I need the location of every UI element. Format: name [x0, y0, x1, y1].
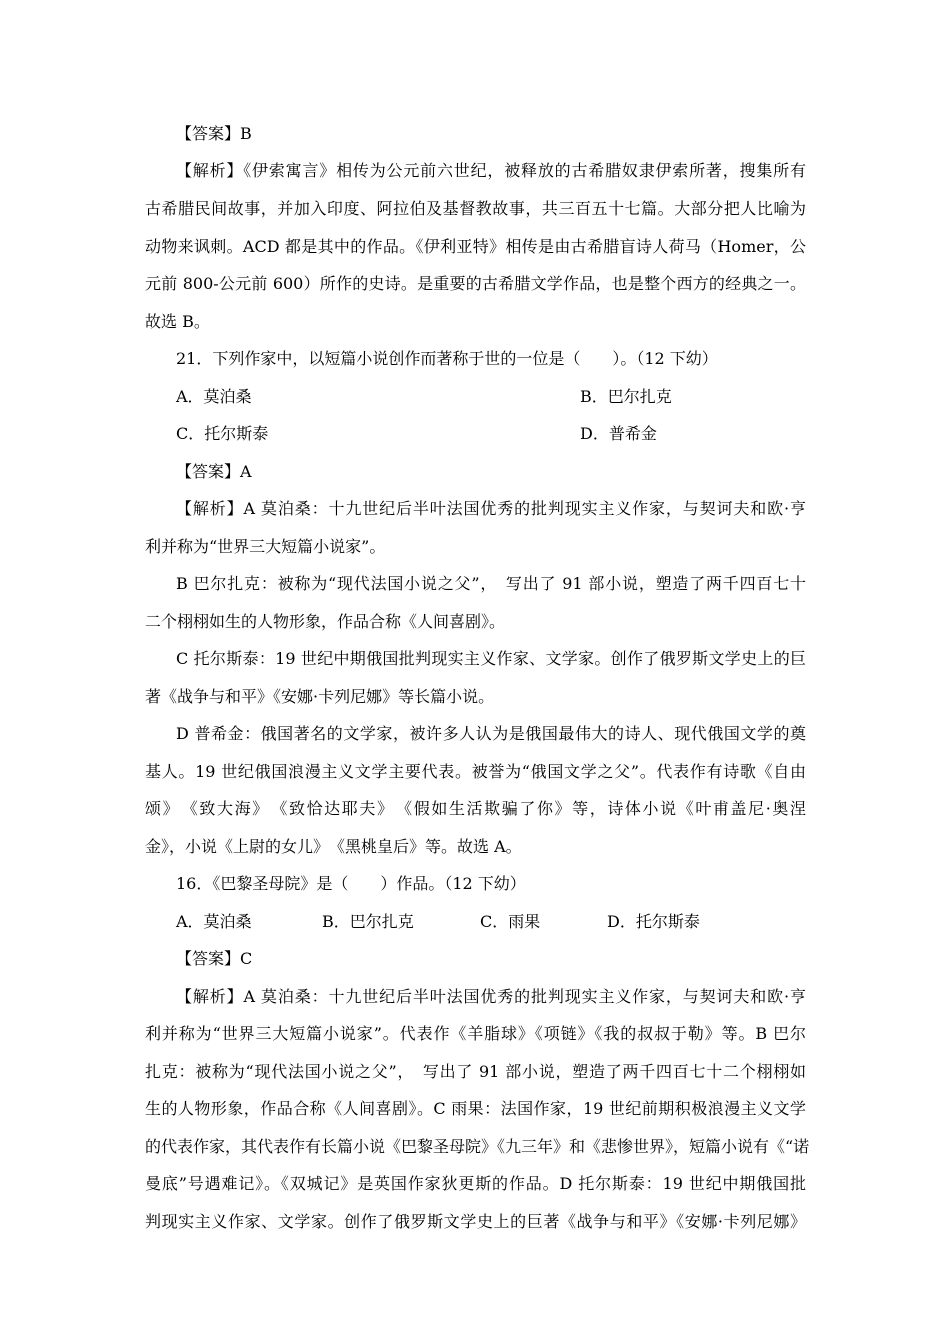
q21-option-d: D．普希金	[580, 424, 657, 443]
q20-analysis-line: 故选 B。	[145, 312, 210, 331]
q21-option-a: A．莫泊桑	[176, 387, 252, 406]
q21-analysis-line: 【解析】A 莫泊桑：十九世纪后半叶法国优秀的批判现实主义作家，与契诃夫和欧·亨	[176, 499, 806, 518]
q16-analysis-line: 的代表作家，其代表作有长篇小说《巴黎圣母院》《九三年》和《悲惨世界》，短篇小说有《“诺	[145, 1137, 810, 1156]
q21-analysis-line: 二个栩栩如生的人物形象，作品合称《人间喜剧》。	[145, 612, 506, 631]
q21-analysis-line: 著《战争与和平》《安娜·卡列尼娜》等长篇小说。	[145, 687, 495, 706]
q20-answer: 【答案】B	[176, 124, 252, 143]
q16-analysis-line: 【解析】A 莫泊桑：十九世纪后半叶法国优秀的批判现实主义作家，与契诃夫和欧·亨	[176, 987, 806, 1006]
q21-question: 21．下列作家中，以短篇小说创作而著称于世的一位是（ ）。（12 下幼）	[176, 349, 718, 368]
q21-analysis-line: 颂》 《致大海》 《致恰达耶夫》 《假如生活欺骗了你》等，诗体小说《叶甫盖尼·奥涅	[145, 799, 806, 818]
q21-option-b: B．巴尔扎克	[580, 387, 672, 406]
q16-question: 16．《巴黎圣母院》是（ ）作品。（12 下幼）	[176, 874, 526, 893]
q16-option-d: D．托尔斯泰	[607, 912, 700, 931]
q16-analysis-line: 曼底”号遇难记》。《双城记》是英国作家狄更斯的作品。D 托尔斯泰：19 世纪中期俄国批	[145, 1174, 806, 1193]
q16-analysis-line: 判现实主义作家、文学家。创作了俄罗斯文学史上的巨著《战争与和平》《安娜·卡列尼娜》	[145, 1212, 806, 1231]
q16-analysis-line: 利并称为“世界三大短篇小说家”。代表作《羊脂球》《项链》《我的叔叔于勒》等。B 巴尔	[145, 1024, 806, 1043]
q16-option-a: A．莫泊桑	[176, 912, 252, 931]
q21-analysis-line: C 托尔斯泰：19 世纪中期俄国批判现实主义作家、文学家。创作了俄罗斯文学史上的巨	[176, 649, 806, 668]
q21-analysis-line: B 巴尔扎克：被称为“现代法国小说之父”， 写出了 91 部小说，塑造了两千四百七十	[176, 574, 806, 593]
q16-option-b: B．巴尔扎克	[322, 912, 414, 931]
q20-analysis-line: 【解析】《伊索寓言》相传为公元前六世纪，被释放的古希腊奴隶伊索所著，搜集所有	[176, 161, 806, 180]
q21-option-c: C．托尔斯泰	[176, 424, 269, 443]
q21-analysis-line: 基人。19 世纪俄国浪漫主义文学主要代表。被誉为“俄国文学之父”。代表作有诗歌《自由	[145, 762, 806, 781]
q16-analysis-line: 生的人物形象，作品合称《人间喜剧》。C 雨果：法国作家，19 世纪前期积极浪漫主义文学	[145, 1099, 806, 1118]
q16-analysis-line: 扎克：被称为“现代法国小说之父”， 写出了 91 部小说，塑造了两千四百七十二个栩栩如	[145, 1062, 806, 1081]
q20-analysis-line: 古希腊民间故事，并加入印度、阿拉伯及基督教故事，共三百五十七篇。大部分把人比喻为	[145, 199, 806, 218]
q21-answer: 【答案】A	[176, 462, 252, 481]
q21-analysis-line: D 普希金：俄国著名的文学家，被许多人认为是俄国最伟大的诗人、现代俄国文学的奠	[176, 724, 806, 743]
q21-analysis-line: 金》，小说《上尉的女儿》 《黑桃皇后》等。故选 A。	[145, 837, 522, 856]
q20-analysis-line: 动物来讽刺。ACD 都是其中的作品。《伊利亚特》相传是由古希腊盲诗人荷马（Homer，公	[145, 237, 806, 256]
q16-answer: 【答案】C	[176, 949, 253, 968]
q16-option-c: C．雨果	[480, 912, 541, 931]
q20-analysis-line: 元前 800-公元前 600）所作的史诗。是重要的古希腊文学作品，也是整个西方的经典之一。	[145, 274, 806, 293]
q21-analysis-line: 利并称为“世界三大短篇小说家”。	[145, 537, 386, 556]
